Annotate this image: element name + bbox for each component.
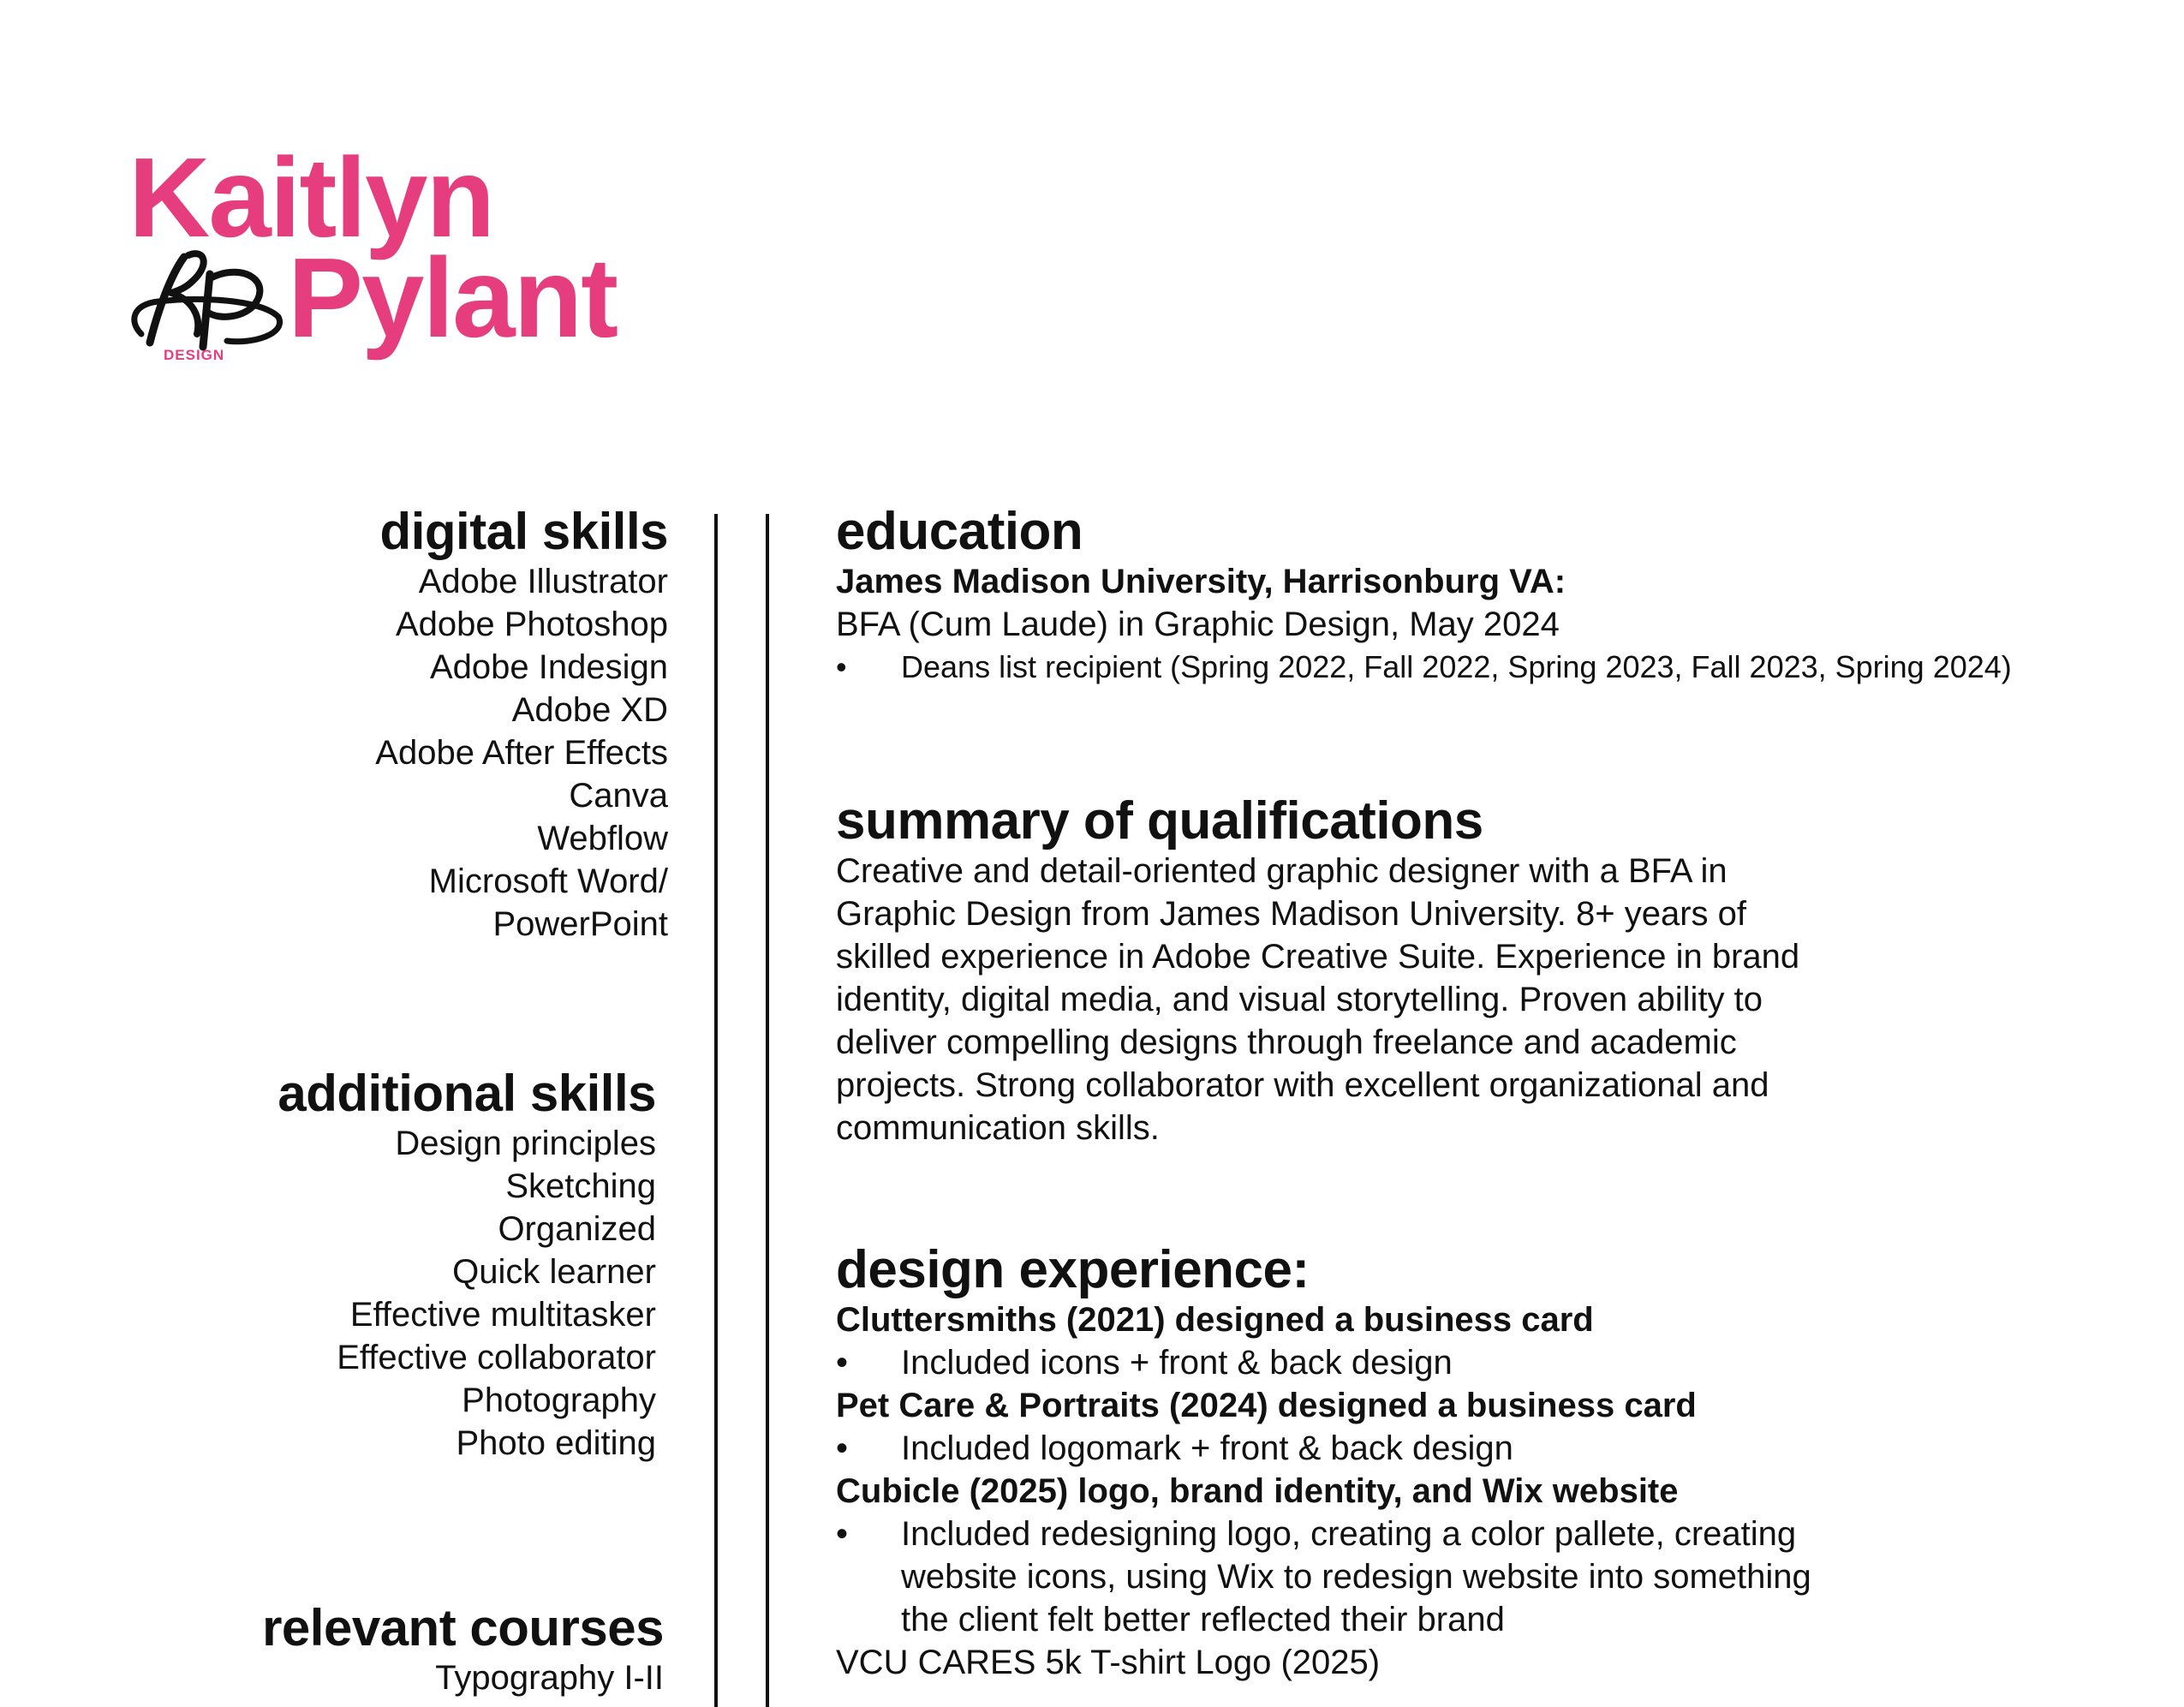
summary-line: Graphic Design from James Madison University. 8+ years of xyxy=(836,895,1746,933)
list-item: Adobe XD xyxy=(511,691,668,729)
list-item: Sketching xyxy=(505,1167,656,1205)
experience-section xyxy=(836,1242,1811,1684)
list-item: Typography I-II xyxy=(435,1659,664,1697)
list-item: Quick learner xyxy=(452,1253,656,1291)
summary-paragraph xyxy=(836,850,1799,1149)
digital-skills-list xyxy=(375,560,668,946)
list-item: Organized xyxy=(498,1210,656,1248)
bullet-text: • Included redesigning logo, creating a color pallete, creating xyxy=(901,1515,1797,1553)
experience-heading: VCU CARES 5k T-shirt Logo (2025) xyxy=(836,1644,1381,1681)
name-first: Kaitlyn xyxy=(128,134,494,260)
experience-bullet xyxy=(836,1513,1811,1641)
summary-line: projects. Strong collaborator with excellent organizational and xyxy=(836,1066,1769,1104)
education-bullet xyxy=(836,646,2012,689)
bullet-text: website icons, using Wix to redesign website into something xyxy=(901,1558,1811,1596)
summary-line: Creative and detail-oriented graphic designer with a BFA in xyxy=(836,852,1728,890)
additional-skills-list xyxy=(277,1122,656,1465)
degree: BFA (Cum Laude) in Graphic Design, May 2024 xyxy=(836,606,1560,643)
digital-skills-section xyxy=(375,504,668,946)
experience-heading: Cubicle (2025) logo, brand identity, and Wix website xyxy=(836,1472,1679,1510)
relevant-courses-list xyxy=(262,1656,664,1699)
list-item: Effective multitasker xyxy=(349,1296,656,1334)
name-last: Pylant xyxy=(288,235,618,361)
list-item: Effective collaborator xyxy=(337,1339,656,1376)
additional-skills-section xyxy=(277,1065,656,1465)
summary-line: identity, digital media, and visual storytelling. Proven ability to xyxy=(836,981,1763,1018)
logo-caption: DESIGN xyxy=(164,347,225,363)
list-item: Adobe After Effects xyxy=(375,734,668,772)
relevant-courses-section xyxy=(262,1600,664,1699)
list-item: Microsoft Word/ xyxy=(428,862,668,900)
list-item: Photo editing xyxy=(456,1424,656,1462)
experience-bullet xyxy=(836,1427,1811,1470)
education-section xyxy=(836,504,2012,689)
list-item: PowerPoint xyxy=(492,905,668,943)
bullet-text: • Included logomark + front & back design xyxy=(901,1429,1513,1467)
bullet-text: • Deans list recipient (Spring 2022, Fall 2022, Spring 2023, Fall 2023, Spring 2024) xyxy=(901,649,2012,684)
digital-skills-title: digital skills xyxy=(379,503,668,560)
summary-line: skilled experience in Adobe Creative Suite. Experience in brand xyxy=(836,938,1800,976)
list-item: Adobe Illustrator xyxy=(418,563,668,600)
experience-heading: Cluttersmiths (2021) designed a business card xyxy=(836,1301,1594,1339)
summary-line: deliver compelling designs through freelance and academic xyxy=(836,1024,1737,1061)
additional-skills-title: additional skills xyxy=(277,1065,656,1122)
list-item: Adobe Indesign xyxy=(429,648,668,686)
list-item: Webflow xyxy=(537,820,668,857)
experience-title: design experience: xyxy=(836,1240,1310,1299)
list-item: Canva xyxy=(569,777,668,815)
school-name: James Madison University, Harrisonburg VA: xyxy=(836,563,1566,600)
summary-line: communication skills. xyxy=(836,1109,1160,1147)
bullet-text: the client felt better reflected their brand xyxy=(901,1601,1505,1638)
summary-section xyxy=(836,793,1799,1149)
relevant-courses-title: relevant courses xyxy=(262,1599,664,1656)
experience-bullet xyxy=(836,1341,1811,1384)
column-divider-left xyxy=(714,514,718,1707)
experience-heading: Pet Care & Portraits (2024) designed a business card xyxy=(836,1387,1697,1424)
education-title: education xyxy=(836,502,1083,561)
list-item: Design principles xyxy=(395,1125,656,1162)
list-item: Adobe Photoshop xyxy=(395,606,668,643)
summary-title: summary of qualifications xyxy=(836,791,1483,851)
list-item: Photography xyxy=(462,1382,656,1419)
column-divider-right xyxy=(766,514,769,1707)
bullet-text: • Included icons + front & back design xyxy=(901,1344,1453,1382)
